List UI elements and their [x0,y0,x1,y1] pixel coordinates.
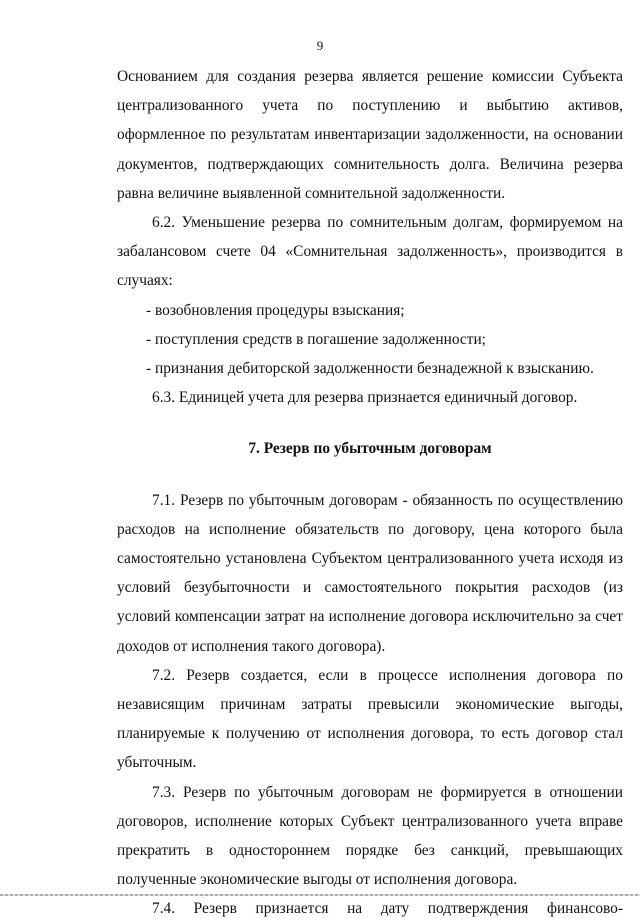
paragraph-7-3: 7.3. Резерв по убыточным договорам не формируется в отношении договоров, исполнение которых Субъект централизованного учета вправе прекратить в одностороннем порядке без санкций, превышающих полученные экономические выгоды от исполнения договора. [117,783,623,889]
paragraph-7-1: 7.1. Резерв по убыточным договорам - обязанность по осуществлению расходов на исполнение обязательств по договору, цена которого была самостоятельно установлена Субъектом централизованного учета исходя из условий безубыточности и самостоятельного покрытия расходов (из условий компенсации затрат на исполнение договора исключительно за счет доходов от исполнения такого договора). [117,491,623,655]
document-body [117,62,623,924]
page-number: 9 [316,38,324,53]
paragraph-reserve-basis: Основанием для создания резерва является решение комиссии Субъекта централизованного учета по поступлению и выбытию активов, оформленное по результатам инвентаризации задолженности, на основании документов, подтверждающих сомнительность долга. Величина резерва равна величине выявленной сомнительной задолженности. [117,68,623,202]
list-item: - возобновления процедуры взыскания; [146,301,405,319]
paragraph-7-2: 7.2. Резерв создается, если в процессе исполнения договора по независящим причинам затраты превысили экономические выгоды, планируемые к получению от исполнения договора, то есть договор стал убыточным. [117,666,623,772]
scan-bottom-edge [0,894,640,896]
list-item: - поступления средств в погашение задолженности; [146,330,486,348]
paragraph-6-3: 6.3. Единицей учета для резерва признается единичный договор. [152,389,578,407]
paragraph-6-2: 6.2. Уменьшение резерва по сомнительным долгам, формируемом на забалансовом счете 04 «Сомнительная задолженность», производится в случаях: [117,214,623,290]
paragraph-7-4: 7.4. Резерв признается на дату подтверждения финансово- [152,900,623,918]
list-item: - признания дебиторской задолженности безнадежной к взысканию. [146,360,594,378]
section-heading-7: 7. Резерв по убыточным договорам [248,440,492,458]
